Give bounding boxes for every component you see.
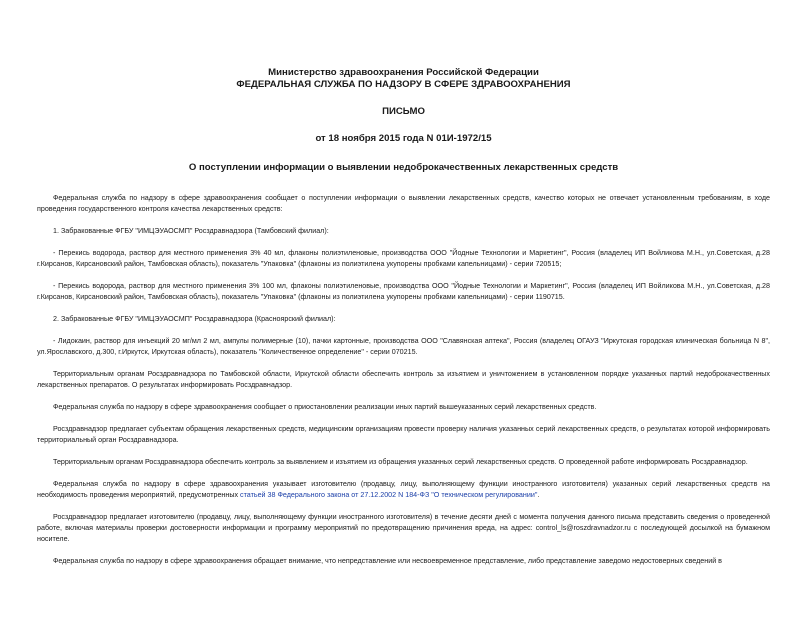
document-page <box>0 67 807 638</box>
manufacturer-notice-text: Федеральная служба по надзору в сфере здравоохранения указывает изготовителю (продавцу, лицу, выполняющему функции иностранного изготовителя) указанных серий лекарственных средств на необходимость проведения мероприятий, предусмотренных <box>37 480 770 499</box>
paragraph-warning: Федеральная служба по надзору в сфере здравоохранения обращает внимание, что непредставление или несвоевременное представление, либо представление заведомо недостоверных сведений в <box>53 557 722 565</box>
service-name: ФЕДЕРАЛЬНАЯ СЛУЖБА ПО НАДЗОРУ В СФЕРЕ ЗДРАВООХРАНЕНИЯ <box>236 79 571 90</box>
paragraph-tambov-heading: 1. Забракованные ФГБУ "ИМЦЭУАОСМП" Росздравнадзора (Тамбовский филиал): <box>53 227 329 235</box>
document-subject: О поступлении информации о выявлении недоброкачественных лекарственных средств <box>188 162 619 173</box>
paragraph-report-request: Росздравнадзор предлагает изготовителю (продавцу, лицу, выполняющему функции иностранного изготовителя) в течение десяти дней с момента получения данного письма представить сведения о проведенной работе, включая материалы проверки достоверности информации и программу мероприятий по предотвращению причинения вреда, на адрес: control_ls@roszdravnadzor.ru с последующей досылкой на бумажном носителе. <box>37 513 770 543</box>
document-date-number: от 18 ноября 2015 года N 01И-1972/15 <box>315 133 492 144</box>
document-type: ПИСЬМО <box>382 106 425 117</box>
document-body <box>37 193 770 567</box>
ministry-name: Министерство здравоохранения Российской Федерации <box>268 67 539 78</box>
paragraph-suspension: Федеральная служба по надзору в сфере здравоохранения сообщает о приостановлении реализации иных партий вышеуказанных серий лекарственных средств. <box>53 403 597 411</box>
manufacturer-notice-end: . <box>537 491 540 499</box>
paragraph-krasnoyarsk-heading: 2. Забракованные ФГБУ "ИМЦЭУАОСМП" Росздравнадзора (Красноярский филиал): <box>53 315 336 323</box>
paragraph-manufacturer-notice <box>37 479 770 501</box>
paragraph-territorial-control: Территориальным органам Росздравнадзора по Тамбовской области, Иркутской области обеспечить контроль за изъятием и уничтожением в установленном порядке указанных партий недоброкачественных лекарственных препаратов. О результатах информировать Росздравнадзор. <box>37 370 770 389</box>
paragraph-lidocaine: - Лидокаин, раствор для инъекций 20 мг/мл 2 мл, ампулы полимерные (10), пачки картонные, производства ООО "Славянская аптека", Россия (владелец ОГАУЗ "Иркутская городская клиническая больница N 8", ул.Ярославского, д.300, г.Иркутск, Иркутская область), показатель "Количественное определение" - серии 070215. <box>37 337 770 356</box>
paragraph-check-proposal: Росздравнадзор предлагает субъектам обращения лекарственных средств, медицинским организациям провести проверку наличия указанных серий лекарственных средств, о результатах которой информировать территориальный орган Росздравнадзора. <box>37 425 770 444</box>
paragraph-withdrawal-control: Территориальным органам Росздравнадзора обеспечить контроль за выявлением и изъятием из обращения указанных серий лекарственных средств. О проведенной работе информировать Росздравнадзор. <box>53 458 748 466</box>
paragraph-peroxide-40ml: - Перекись водорода, раствор для местного применения 3% 40 мл, флаконы полиэтиленовые, производства ООО "Йодные Технологии и Маркетинг", Россия (владелец ИП Войликова М.Н., ул.Советская, д.28 г.Кирсанов, Кирсановский район, Тамбовская область), показатель "Упаковка" (флаконы из полиэтилена укупорены пробками капельницами) - серии 720515; <box>37 249 770 268</box>
paragraph-intro: Федеральная служба по надзору в сфере здравоохранения сообщает о поступлении информации о выявлении лекарственных средств, качество которых не отвечает установленным требованиям, в ходе проведения государственного контроля качества лекарственных средств: <box>37 194 770 213</box>
law-article-link[interactable]: статьей 38 Федерального закона от 27.12.2002 N 184-ФЗ "О техническом регулировании" <box>240 491 538 499</box>
paragraph-peroxide-100ml: - Перекись водорода, раствор для местного применения 3% 100 мл, флаконы полиэтиленовые, производства ООО "Йодные Технологии и Маркетинг", Россия (владелец ИП Войликова М.Н., ул.Советская, д.28 г.Кирсанов, Кирсановский район, Тамбовская область), показатель "Упаковка" (флаконы из полиэтилена укупорены пробками капельницами) - серии 1190715. <box>37 282 770 301</box>
